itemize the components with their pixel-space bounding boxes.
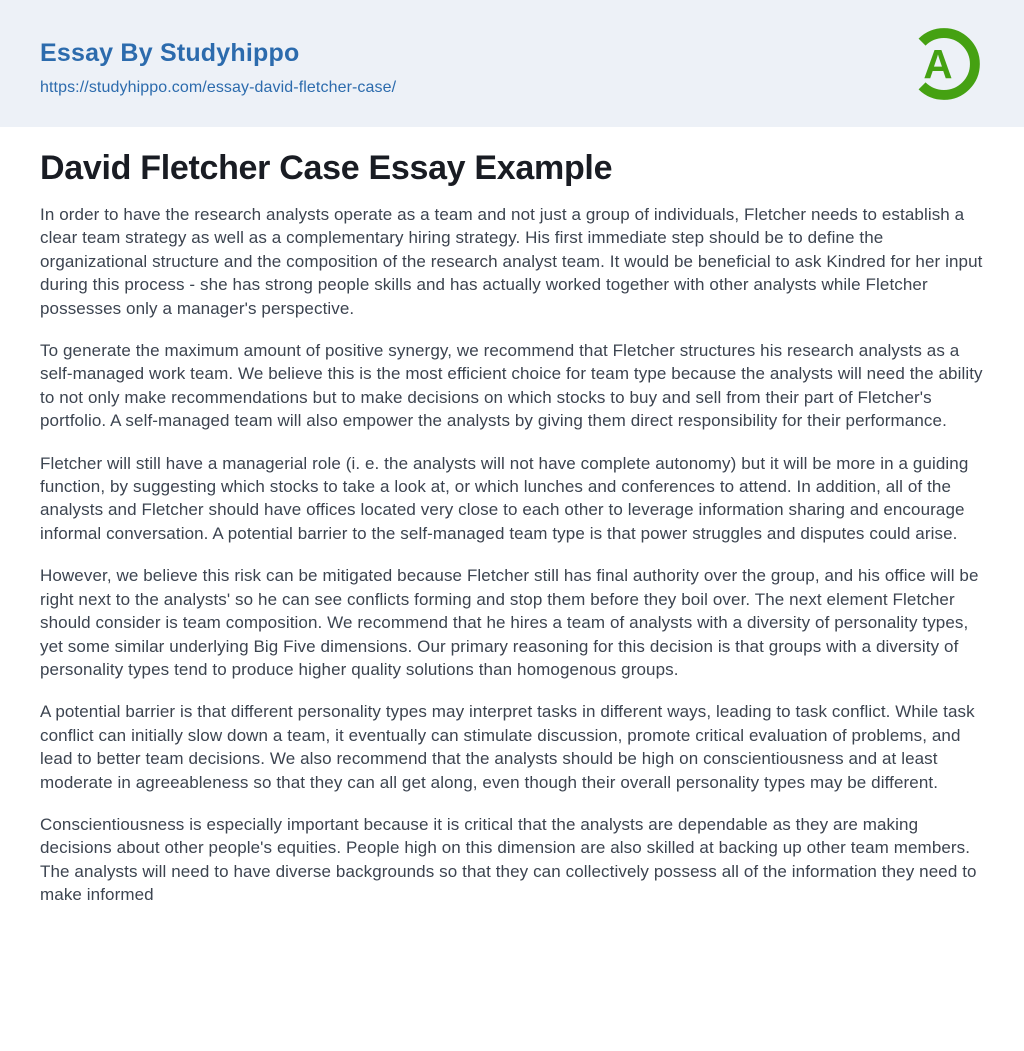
studyhippo-logo	[901, 21, 987, 107]
logo-arc-icon	[901, 21, 987, 107]
essay-paragraph-6: Conscientiousness is especially important because it is critical that the analysts are dependable as they are making decisions about other people's equities. People high on this dimension are also skilled at backing up other team members. The analysts will need to have diverse backgrounds so that they can collectively possess all of the information they need to make informed	[40, 814, 977, 905]
header-text-block	[40, 31, 396, 97]
essay-paragraph-3: Fletcher will still have a managerial role (i. e. the analysts will not have complete autonomy) but it will be more in a guiding function, by suggesting which stocks to take a look at, or which lunches and conferences to attend. In addition, all of the analysts and Fletcher should have offices located very close to each other to leverage information sharing and encourage informal conversation. A potential barrier to the self-managed team type is that power struggles and disputes could arise.	[40, 453, 969, 543]
essay-content	[0, 127, 1024, 907]
essay-title: David Fletcher Case Essay Example	[40, 149, 613, 187]
essay-paragraph-5: A potential barrier is that different personality types may interpret tasks in different ways, leading to task conflict. While task conflict can initially slow down a team, it eventually can stimulate discussion, promote critical evaluation of problems, and lead to better team decisions. We also recommend that the analysts should be high on conscientiousness and at least moderate in agreeableness so that they can all get along, even though their overall personality types may be different.	[40, 702, 975, 792]
essay-paragraph-1: In order to have the research analysts operate as a team and not just a group of individuals, Fletcher needs to establish a clear team strategy as well as a complementary hiring strategy. His first immediate step should be to define the organizational structure and the composition of the research analyst team. It would be beneficial to ask Kindred for her input during this process - she has strong people skills and has actually worked together with other analysts while Fletcher possesses only a manager's perspective.	[40, 205, 983, 318]
essay-paragraph-2: To generate the maximum amount of positive synergy, we recommend that Fletcher structures his research analysts as a self-managed work team. We believe this is the most efficient choice for team type because the analysts will need the ability to not only make recommendations but to make decisions on which stocks to buy and sell from their part of Fletcher's portfolio. A self-managed team will also empower the analysts by giving them direct responsibility for their performance.	[40, 341, 983, 431]
source-url-link[interactable]: https://studyhippo.com/essay-david-fletcher-case/	[40, 78, 397, 96]
essay-paragraph-4: However, we believe this risk can be mitigated because Fletcher still has final authority over the group, and his office will be right next to the analysts' so he can see conflicts forming and stop them before they boil over. The next element Fletcher should consider is team composition. We recommend that he hires a team of analysts with a diversity of personality types, yet some similar underlying Big Five dimensions. Our primary reasoning for this decision is that groups with a diversity of personality types tend to produce higher quality solutions than homogenous groups.	[40, 566, 979, 679]
logo-letter: A	[923, 40, 953, 87]
site-title: Essay By Studyhippo	[40, 38, 300, 67]
page-header	[0, 0, 1024, 127]
